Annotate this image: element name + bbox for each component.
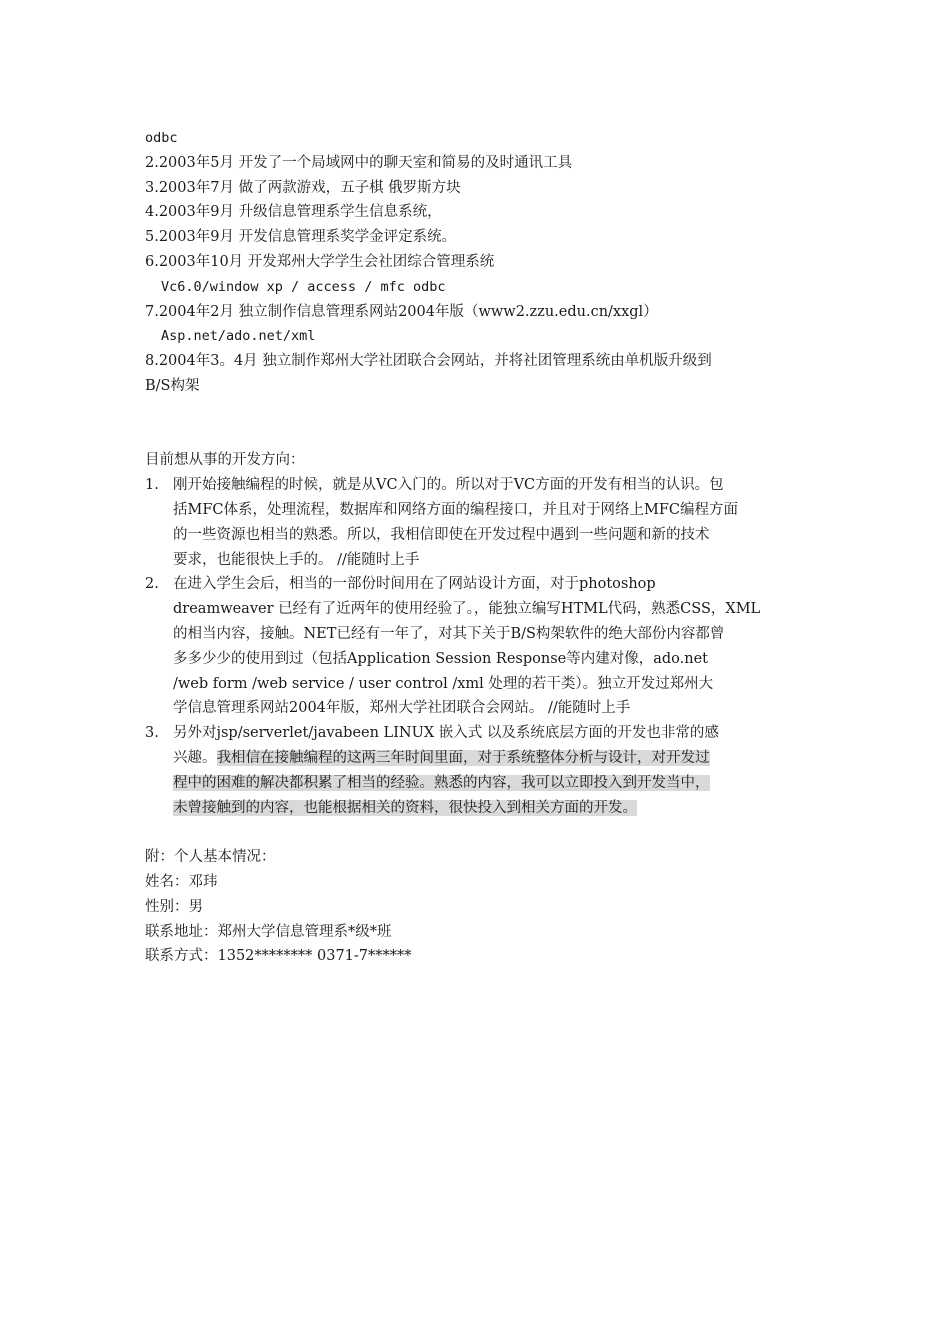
paragraph-line: 的相当内容，接触。NET已经有一年了，对其下关于B/S构架软件的绝大部份内容都曾 xyxy=(173,625,725,642)
direction-item-2 xyxy=(145,572,810,721)
personal-heading: 附：个人基本情况： xyxy=(145,849,276,866)
experience-tech-line: Vc6.0/window xp / access / mfc odbc xyxy=(161,278,446,295)
experience-line: odbc xyxy=(145,130,178,146)
highlighted-text: 未曾接触到的内容，也能根据相关的资料，很快投入到相关方面的开发。 xyxy=(173,799,637,816)
experience-line: B/S构架 xyxy=(145,377,200,394)
experience-line: 5.2003年9月 开发信息管理系奖学金评定系统。 xyxy=(145,229,457,246)
spacer xyxy=(145,399,810,424)
paragraph-line: 括MFC体系，处理流程，数据库和网络方面的编程接口，并且对于网络上MFC编程方面 xyxy=(173,501,739,518)
experience-line: 7.2004年2月 独立制作信息管理系网站2004年版（www2.zzu.edu.cn/xxgl） xyxy=(145,303,658,320)
paragraph-line xyxy=(173,771,810,796)
highlighted-text: 我相信在接触编程的这两三年时间里面，对于系统整体分析与设计，对开发过 xyxy=(216,749,710,766)
list-item-body xyxy=(173,473,810,572)
direction-heading: 目前想从事的开发方向： xyxy=(145,452,305,469)
experience-line: 3.2003年7月 做了两款游戏，五子棋 俄罗斯方块 xyxy=(145,179,461,196)
paragraph-line: 多多少少的使用到过（包括Application Session Response等内建对像，ado.net xyxy=(173,650,708,667)
list-number: 1. xyxy=(145,477,159,494)
paragraph-line: 的一些资源也相当的熟悉。所以，我相信即使在开发过程中遇到一些问题和新的技术 xyxy=(173,526,710,543)
experience-line: 4.2003年9月 升级信息管理系学生信息系统， xyxy=(145,204,442,221)
spacer xyxy=(145,820,810,845)
paragraph-line: 刚开始接触编程的时候，就是从VC入门的。所以对于VC方面的开发有相当的认识。包 xyxy=(173,477,724,494)
paragraph-line xyxy=(173,796,810,821)
paragraph-line: 另外对jsp/serverlet/javabeen LINUX 嵌入式 以及系统底层方面的开发也非常的感 xyxy=(173,725,719,742)
list-item-body xyxy=(173,721,810,820)
direction-item-3 xyxy=(145,721,810,820)
experience-line: 8.2004年3。4月 独立制作郑州大学社团联合会网站，并将社团管理系统由单机版升级到 xyxy=(145,353,712,370)
list-number: 2. xyxy=(145,576,159,593)
paragraph-line: /web form /web service / user control /xml 处理的若干类）。独立开发过郑州大 xyxy=(173,675,714,692)
resume-page xyxy=(145,126,810,969)
list-number: 3. xyxy=(145,725,159,742)
spacer xyxy=(145,424,810,449)
experience-tech-line: Asp.net/ado.net/xml xyxy=(161,328,316,345)
paragraph-line xyxy=(173,746,810,771)
experience-section xyxy=(145,126,810,399)
direction-section xyxy=(145,448,810,820)
paragraph-line: 在进入学生会后，相当的一部份时间用在了网站设计方面，对于photoshop xyxy=(173,576,656,593)
paragraph-text: 兴趣。 xyxy=(173,749,217,766)
highlighted-text: 程中的困难的解决都积累了相当的经验。熟悉的内容，我可以立即投入到开发当中， xyxy=(173,774,710,791)
paragraph-line: 要求，也能很快上手的。 //能随时上手 xyxy=(173,551,420,568)
experience-line: 6.2003年10月 开发郑州大学学生会社团综合管理系统 xyxy=(145,253,495,270)
personal-section xyxy=(145,845,810,969)
paragraph-line: dreamweaver 已经有了近两年的使用经验了。，能独立编写HTML代码，熟悉CSS，XML xyxy=(173,601,761,618)
personal-name: 姓名：邓玮 xyxy=(145,873,218,890)
experience-line: 2.2003年5月 开发了一个局域网中的聊天室和简易的及时通讯工具 xyxy=(145,154,573,171)
list-item-body xyxy=(173,572,810,721)
personal-contact: 联系方式：1352******** 0371-7****** xyxy=(145,948,412,965)
paragraph-line: 学信息管理系网站2004年版，郑州大学社团联合会网站。 //能随时上手 xyxy=(173,700,631,717)
personal-gender: 性别：男 xyxy=(145,898,203,915)
personal-address: 联系地址：郑州大学信息管理系*级*班 xyxy=(145,923,392,940)
direction-item-1 xyxy=(145,473,810,572)
